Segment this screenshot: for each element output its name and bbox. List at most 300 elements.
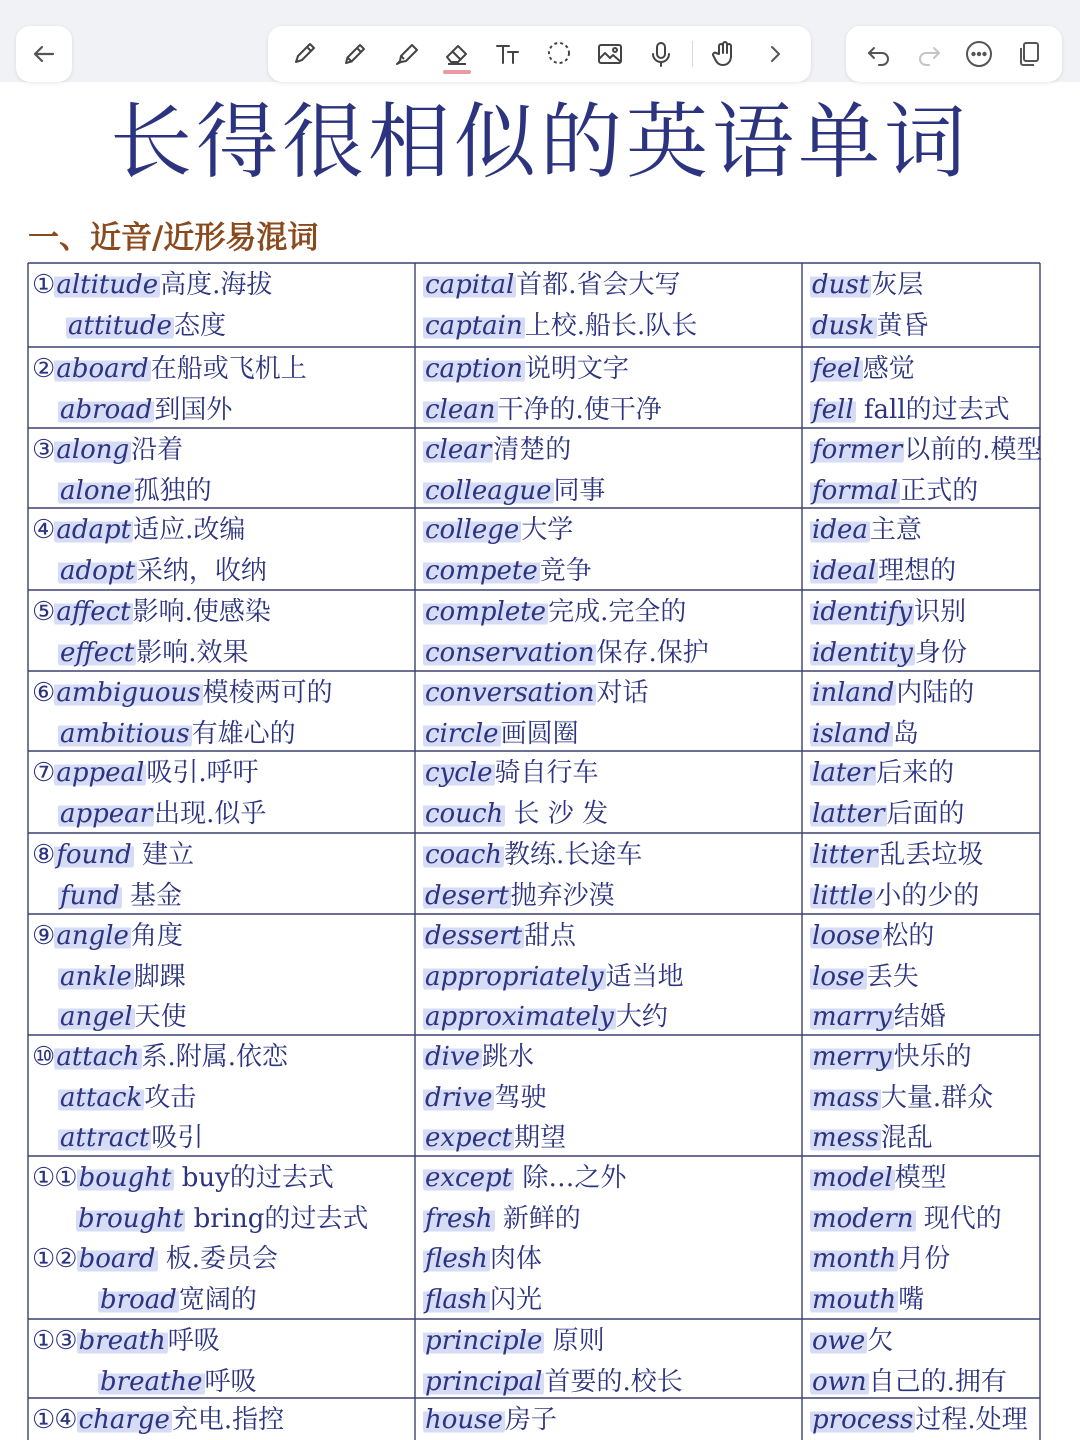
word-entry — [810, 633, 967, 673]
table-cell — [810, 671, 1038, 751]
chinese-meaning: 竞争 — [539, 555, 592, 586]
chinese-meaning: 抛弃沙漠 — [510, 880, 615, 911]
text-tool[interactable] — [488, 34, 528, 74]
table-cell — [32, 428, 409, 508]
pen-icon — [289, 39, 319, 69]
table-cell — [810, 1156, 1038, 1319]
word-entry — [32, 794, 266, 834]
more-button[interactable] — [959, 34, 999, 74]
chinese-meaning: 后来的 — [876, 758, 955, 788]
word-entry — [32, 390, 232, 430]
word-entry — [32, 673, 333, 713]
table-cell — [423, 751, 800, 833]
english-word: ambiguous — [56, 678, 201, 708]
word-entry — [32, 1239, 278, 1279]
word-entry — [423, 997, 668, 1037]
more-tools-button[interactable] — [755, 34, 795, 74]
english-word: breathe — [100, 1366, 203, 1397]
entry-number: ⑨ — [32, 921, 55, 951]
english-word: expect — [425, 1123, 513, 1153]
chinese-meaning: 欠 — [867, 1326, 894, 1356]
english-word: alone — [60, 475, 132, 506]
chinese-meaning: bring的过去式 — [185, 1203, 369, 1234]
chinese-meaning: 驾驶 — [494, 1082, 547, 1113]
table-cell — [423, 428, 800, 508]
table-cell — [810, 347, 1038, 428]
word-entry — [423, 916, 576, 956]
hand-tool[interactable] — [704, 34, 744, 74]
chinese-meaning: 结婚 — [893, 1002, 946, 1032]
english-word: board — [78, 1244, 156, 1274]
table-cell — [423, 671, 800, 751]
table-cell — [32, 1035, 409, 1156]
english-word: college — [425, 515, 520, 545]
english-word: along — [56, 435, 130, 465]
back-button[interactable] — [16, 26, 72, 82]
english-word: litter — [812, 840, 878, 870]
word-entry — [423, 1321, 605, 1361]
lasso-icon — [544, 39, 574, 69]
english-word: modern — [812, 1203, 914, 1234]
english-word: ideal — [812, 555, 877, 586]
chinese-meaning: 画圆圈 — [500, 718, 579, 749]
chinese-meaning: 内陆的 — [896, 678, 975, 708]
microphone-icon — [646, 39, 676, 69]
word-entry — [32, 753, 259, 793]
chinese-meaning: 甜点 — [523, 921, 576, 951]
word-entry — [423, 673, 649, 713]
chinese-meaning: 孤独的 — [133, 475, 212, 506]
english-word: appeal — [56, 758, 145, 788]
word-entry — [810, 997, 946, 1037]
english-word: appear — [60, 798, 153, 829]
microphone-tool[interactable] — [641, 34, 681, 74]
entry-number: ③ — [32, 435, 55, 465]
entry-number: ① — [32, 270, 55, 300]
word-entry — [810, 957, 919, 997]
pencil-tool[interactable] — [335, 34, 375, 74]
chinese-meaning: 现代的 — [915, 1203, 1002, 1234]
chinese-meaning: 主意 — [869, 515, 922, 545]
chinese-meaning: 后面的 — [886, 798, 965, 829]
chinese-meaning: 首都.省会大写 — [516, 270, 681, 300]
word-entry — [810, 876, 979, 916]
word-entry — [32, 997, 187, 1037]
word-entry — [423, 349, 629, 389]
english-word: adapt — [56, 515, 132, 545]
word-entry — [423, 1362, 683, 1402]
chinese-meaning: 适当地 — [605, 961, 684, 992]
word-entry — [423, 265, 681, 305]
word-entry — [32, 876, 182, 916]
table-cell — [32, 590, 409, 671]
chinese-meaning: 上校.船长.队长 — [524, 310, 698, 341]
english-word: identity — [812, 637, 913, 668]
chinese-meaning: 灰层 — [871, 270, 924, 300]
chevron-right-icon — [760, 39, 790, 69]
word-entry — [32, 306, 226, 346]
english-word: altitude — [56, 270, 159, 300]
english-word: own — [812, 1366, 867, 1397]
english-word: cycle — [425, 758, 493, 788]
chinese-meaning: 长 沙 发 — [505, 798, 609, 829]
chinese-meaning: 保存.保护 — [596, 637, 709, 668]
word-entry — [810, 794, 965, 834]
chinese-meaning: 对话 — [596, 678, 649, 708]
chinese-meaning: 干净的.使干净 — [497, 394, 662, 425]
chinese-meaning: 天使 — [134, 1002, 187, 1032]
word-entry — [423, 835, 642, 875]
english-word: dust — [812, 270, 870, 300]
english-word: brought — [78, 1203, 184, 1234]
english-word: effect — [60, 637, 135, 668]
chinese-meaning: 系.附属.依恋 — [141, 1042, 289, 1072]
word-entry — [810, 390, 1010, 430]
chinese-meaning: 闪光 — [489, 1284, 542, 1315]
word-entry — [423, 714, 579, 754]
english-word: model — [812, 1163, 893, 1193]
english-word: little — [812, 880, 874, 911]
chinese-meaning: 感觉 — [862, 354, 915, 384]
table-cell — [423, 1035, 800, 1156]
chinese-meaning: 高度.海拔 — [160, 270, 273, 300]
table-cell — [32, 1319, 409, 1398]
english-word: idea — [812, 515, 868, 545]
english-word: desert — [425, 880, 509, 911]
word-entry — [810, 1158, 947, 1198]
english-word: dusk — [812, 310, 875, 341]
table-cell — [32, 1156, 409, 1319]
table-cell — [810, 914, 1038, 1035]
word-entry — [810, 1400, 1028, 1440]
table-cell — [810, 590, 1038, 671]
english-word: bought — [78, 1163, 172, 1193]
english-word: compete — [425, 555, 538, 586]
english-word: identify — [812, 597, 913, 627]
word-entry — [423, 471, 606, 511]
table-cell — [423, 914, 800, 1035]
word-entry — [810, 1321, 893, 1361]
word-entry — [423, 753, 599, 793]
chinese-meaning: 攻击 — [144, 1082, 197, 1113]
table-cell — [32, 347, 409, 428]
chinese-meaning: 建立 — [133, 840, 194, 870]
table-cell — [810, 508, 1038, 590]
chinese-meaning: 影响.效果 — [136, 637, 249, 668]
chinese-meaning: 大量.群众 — [880, 1082, 994, 1113]
english-word: lose — [812, 961, 865, 992]
table-cell — [32, 1398, 409, 1440]
english-word: breath — [78, 1326, 166, 1356]
redo-icon — [914, 39, 944, 69]
english-word: broad — [100, 1284, 177, 1315]
table-cell — [423, 347, 800, 428]
english-word: mess — [812, 1123, 879, 1153]
english-word: charge — [78, 1405, 170, 1435]
chinese-meaning: 期望 — [514, 1123, 567, 1153]
chinese-meaning: 房子 — [504, 1405, 557, 1435]
word-entry — [810, 1037, 972, 1077]
table-cell — [810, 1398, 1038, 1440]
english-word: approximately — [425, 1002, 614, 1032]
pages-icon — [1014, 39, 1044, 69]
chinese-meaning: 出现.似乎 — [154, 798, 267, 829]
table-cell — [32, 263, 409, 347]
english-word: marry — [812, 1002, 892, 1032]
english-word: angel — [60, 1002, 133, 1032]
english-word: fresh — [425, 1203, 493, 1234]
word-entry — [423, 876, 615, 916]
word-entry — [810, 306, 929, 346]
english-word: ankle — [60, 961, 132, 992]
eraser-icon — [442, 39, 472, 69]
english-word: fund — [60, 880, 120, 911]
english-word: circle — [425, 718, 499, 749]
word-entry — [32, 430, 183, 470]
english-word: principal — [425, 1366, 543, 1397]
chinese-meaning: 自己的.拥有 — [868, 1366, 1007, 1397]
entry-number: ④ — [32, 515, 55, 545]
chinese-meaning: 采纳，收纳 — [136, 555, 267, 586]
undo-button[interactable] — [859, 34, 899, 74]
english-word: appropriately — [425, 961, 604, 992]
chinese-meaning: 适应.改编 — [133, 515, 246, 545]
lasso-tool[interactable] — [539, 34, 579, 74]
word-entry — [32, 1280, 257, 1320]
english-word: merry — [812, 1042, 892, 1072]
chinese-meaning: 新鲜的 — [494, 1203, 581, 1234]
english-word: attract — [60, 1123, 150, 1153]
word-entry — [810, 916, 934, 956]
drawing-tools — [268, 26, 811, 82]
chinese-meaning: 吸引 — [151, 1123, 204, 1153]
word-entry — [32, 835, 194, 875]
chinese-meaning: 除…之外 — [514, 1163, 627, 1193]
word-entry — [810, 430, 1042, 470]
word-entry — [423, 1239, 542, 1279]
table-cell — [810, 751, 1038, 833]
word-entry — [32, 592, 271, 632]
english-word: attitude — [68, 310, 172, 341]
word-entry — [423, 510, 573, 550]
table-cell — [810, 1035, 1038, 1156]
hand-icon — [709, 39, 739, 69]
chinese-meaning: 以前的.模型 — [904, 435, 1043, 465]
english-word: drive — [425, 1082, 493, 1113]
english-word: conversation — [425, 678, 595, 708]
toolbar-separator — [692, 41, 693, 67]
english-word: mouth — [812, 1284, 897, 1315]
english-word: affect — [56, 597, 131, 627]
chinese-meaning: 黄昏 — [876, 310, 929, 341]
english-word: colleague — [425, 475, 552, 506]
english-word: aboard — [56, 354, 149, 384]
english-word: conservation — [425, 637, 595, 668]
text-icon — [493, 39, 523, 69]
chinese-meaning: 肉体 — [489, 1244, 542, 1274]
word-entry — [810, 471, 978, 511]
english-word: found — [56, 840, 132, 870]
word-entry — [423, 794, 608, 834]
english-word: loose — [812, 921, 881, 951]
table-cell — [32, 751, 409, 833]
word-entry — [810, 551, 956, 591]
chinese-meaning: 脚踝 — [133, 961, 186, 992]
chinese-meaning: 板.委员会 — [157, 1244, 279, 1274]
english-word: flesh — [425, 1244, 488, 1274]
word-entry — [810, 592, 966, 632]
chinese-meaning: 模棱两可的 — [202, 678, 333, 708]
chinese-meaning: 充电.指控 — [171, 1405, 285, 1435]
word-entry — [423, 551, 592, 591]
entry-number: ② — [32, 354, 55, 384]
pencil-icon — [340, 39, 370, 69]
highlighter-icon — [391, 39, 421, 69]
word-entry — [810, 1362, 1007, 1402]
chinese-meaning: 在船或飞机上 — [150, 354, 307, 384]
chinese-meaning: 同事 — [553, 475, 606, 506]
table-cell — [423, 508, 800, 590]
english-word: flash — [425, 1284, 488, 1315]
chinese-meaning: 快乐的 — [893, 1042, 972, 1072]
word-entry — [810, 673, 974, 713]
entry-number: ⑦ — [32, 758, 55, 788]
word-entry — [32, 1078, 196, 1118]
entry-number: ①③ — [32, 1326, 77, 1356]
table-cell — [810, 833, 1038, 914]
entry-number: ⑤ — [32, 597, 55, 627]
english-word: owe — [812, 1326, 866, 1356]
pages-button[interactable] — [1009, 34, 1049, 74]
chinese-meaning: 丢失 — [866, 961, 919, 992]
chinese-meaning: 呼吸 — [204, 1366, 257, 1397]
english-word: adopt — [60, 555, 135, 586]
english-word: house — [425, 1405, 503, 1435]
chinese-meaning: 过程.处理 — [915, 1405, 1028, 1435]
word-entry — [423, 306, 697, 346]
chinese-meaning: 理想的 — [878, 555, 957, 586]
word-entry — [423, 1037, 534, 1077]
redo-button[interactable] — [909, 34, 949, 74]
word-entry — [32, 1400, 284, 1440]
word-entry — [810, 753, 954, 793]
word-entry — [423, 592, 686, 632]
table-cell — [810, 1319, 1038, 1398]
word-entry — [32, 1199, 368, 1239]
chinese-meaning: 松的 — [882, 921, 935, 951]
word-entry — [423, 430, 571, 470]
chinese-meaning: 首要的.校长 — [544, 1366, 683, 1397]
history-tools — [846, 26, 1062, 82]
word-entry — [32, 916, 183, 956]
word-entry — [810, 714, 919, 754]
english-word: latter — [812, 798, 885, 829]
word-entry — [32, 471, 212, 511]
chinese-meaning: 吸引.呼吁 — [146, 758, 259, 788]
english-word: principle — [425, 1326, 543, 1356]
english-word: captain — [425, 310, 523, 341]
table-cell — [423, 1398, 800, 1440]
chinese-meaning: 大学 — [521, 515, 574, 545]
chinese-meaning: 教练.长途车 — [504, 840, 643, 870]
more-icon — [964, 39, 994, 69]
image-tool[interactable] — [590, 34, 630, 74]
english-word: except — [425, 1163, 513, 1193]
word-entry — [423, 1078, 546, 1118]
word-entry — [423, 633, 709, 673]
chinese-meaning: 原则 — [544, 1326, 605, 1356]
note-title: 长得很相似的英语单词 — [109, 95, 970, 190]
pen-tool[interactable] — [284, 34, 324, 74]
english-word: fell — [812, 394, 854, 425]
chinese-meaning: 完成.完全的 — [548, 597, 687, 627]
word-entry — [32, 1362, 257, 1402]
word-entry — [810, 835, 983, 875]
chinese-meaning: 乱丢垃圾 — [879, 840, 984, 870]
entry-number: ①① — [32, 1163, 77, 1193]
word-entry — [810, 1078, 993, 1118]
word-entry — [423, 1158, 626, 1198]
entry-number: ⑥ — [32, 678, 55, 708]
chinese-meaning: 模型 — [894, 1163, 947, 1193]
table-cell — [423, 1319, 800, 1398]
chinese-meaning: 影响.使感染 — [132, 597, 271, 627]
word-entry — [810, 1118, 933, 1158]
chinese-meaning: 跳水 — [482, 1042, 535, 1072]
word-entry — [423, 1400, 557, 1440]
table-cell — [810, 428, 1043, 508]
word-entry — [32, 551, 267, 591]
word-entry — [32, 349, 307, 389]
chinese-meaning: 清楚的 — [493, 435, 572, 465]
highlighter-tool[interactable] — [386, 34, 426, 74]
entry-number: ⑩ — [32, 1042, 55, 1072]
english-word: complete — [425, 597, 547, 627]
chinese-meaning: 小的少的 — [875, 880, 980, 911]
english-word: month — [812, 1244, 897, 1274]
chinese-meaning: 沿着 — [131, 435, 184, 465]
english-word: mass — [812, 1082, 879, 1113]
word-entry — [32, 1037, 288, 1077]
english-word: clear — [425, 435, 492, 465]
word-entry — [810, 1280, 924, 1320]
chinese-meaning: 宽阔的 — [178, 1284, 257, 1315]
word-entry — [32, 510, 245, 550]
word-entry — [423, 1118, 566, 1158]
chinese-meaning: 基金 — [121, 880, 183, 911]
english-word: attack — [60, 1082, 143, 1113]
chinese-meaning: 角度 — [130, 921, 183, 951]
entry-number: ⑧ — [32, 840, 55, 870]
chinese-meaning: 岛 — [892, 718, 919, 749]
english-word: abroad — [60, 394, 153, 425]
section-heading: 一、近音/近形易混词 — [28, 220, 319, 256]
eraser-tool[interactable] — [437, 34, 477, 74]
english-word: later — [812, 758, 875, 788]
english-word: angle — [56, 921, 129, 951]
word-entry — [810, 349, 915, 389]
word-entry — [32, 957, 186, 997]
english-word: inland — [812, 678, 895, 708]
word-entry — [32, 1158, 334, 1198]
table-cell — [423, 1156, 800, 1319]
word-entry — [810, 1239, 950, 1279]
entry-number: ①② — [32, 1244, 77, 1274]
chinese-meaning: 大约 — [615, 1002, 668, 1032]
entry-number: ①④ — [32, 1405, 77, 1435]
english-word: coach — [425, 840, 503, 870]
chinese-meaning: 身份 — [915, 637, 968, 668]
